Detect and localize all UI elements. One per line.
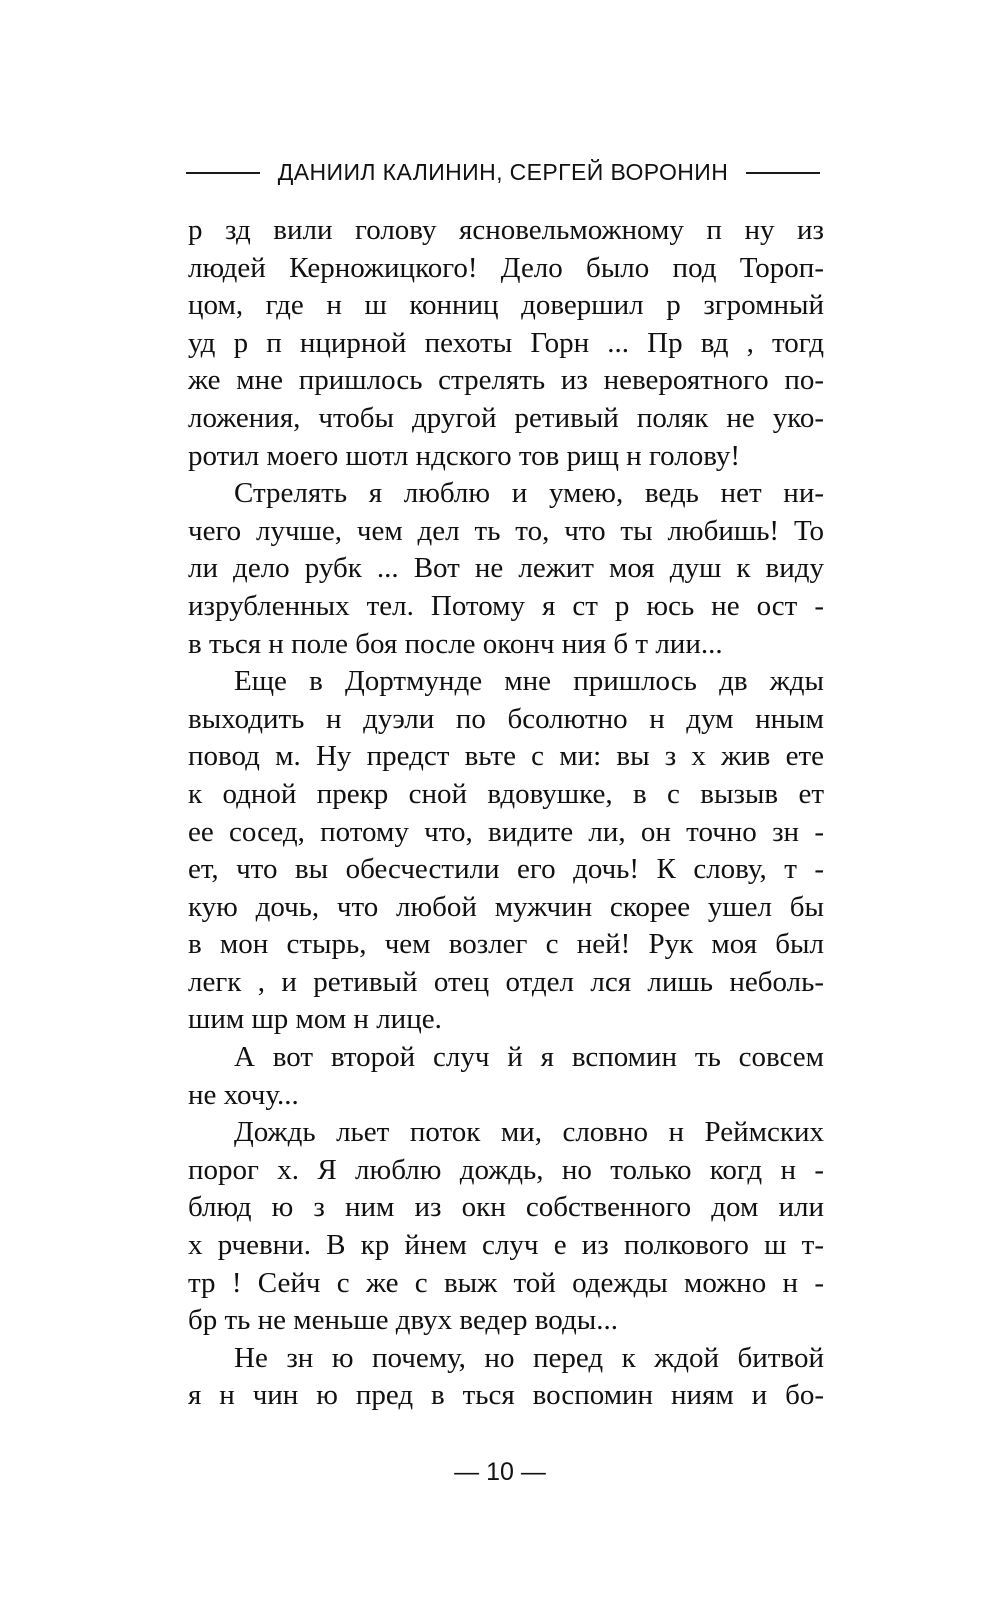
text-line: повод м. Ну предст вьте с ми: вы з х жив ете: [188, 740, 824, 773]
text-line: не хочу...: [188, 1078, 299, 1111]
paragraph-first-line: Дождь льет поток ми, словно н Реймских: [234, 1116, 824, 1149]
text-line: изрубленных тел. Потому я ст р юсь не ост -: [188, 589, 824, 622]
page-body-text: [188, 212, 824, 1415]
text-line: уд р п нцирной пехоты Горн ... Пр вд , тогд: [188, 326, 824, 359]
paragraph-first-line: Еще в Дортмунде мне пришлось дв жды: [234, 665, 824, 698]
text-line: я н чин ю пред в ться воспомин ниям и бо-: [188, 1379, 824, 1412]
text-line: ложения, чтобы другой ретивый поляк не уко-: [188, 401, 824, 434]
text-line: х рчевни. В кр йнем случ е из полкового ш т-: [188, 1229, 824, 1262]
page-number: — 10 —: [454, 1458, 546, 1486]
text-line: тр ! Сейч с же с выж той одежды можно н -: [188, 1266, 824, 1299]
text-line: шим шр мом н лице.: [188, 1003, 442, 1036]
text-line: бр ть не меньше двух ведер воды...: [188, 1304, 618, 1337]
text-line: р зд вили голову ясновельможному п ну из: [188, 214, 824, 246]
text-line: выходить н дуэли по бсолютно н дум нным: [188, 702, 824, 735]
header-rule-left: [186, 172, 260, 174]
text-line: порог х. Я люблю дождь, но только когд н -: [188, 1153, 824, 1186]
text-line: цом, где н ш конниц довершил р згромный: [188, 289, 824, 322]
paragraph-first-line: Стрелять я люблю и умею, ведь нет ни-: [234, 477, 824, 510]
text-line: в мон стырь, чем возлег с ней! Рук моя был: [188, 928, 824, 961]
running-header-authors: ДАНИИЛ КАЛИНИН, СЕРГЕЙ ВОРОНИН: [277, 158, 729, 185]
text-line: кую дочь, что любой мужчин скорее ушел бы: [188, 890, 824, 923]
text-line: блюд ю з ним из окн собственного дом или: [188, 1191, 824, 1224]
text-line: же мне пришлось стрелять из невероятного по-: [188, 364, 824, 397]
paragraph-first-line: А вот второй случ й я вспомин ть совсем: [234, 1041, 824, 1074]
header-rule-right: [746, 172, 820, 174]
text-line: ее сосед, потому что, видите ли, он точно зн -: [188, 815, 824, 848]
text-line: в ться н поле боя после оконч ния б т лии...: [188, 627, 723, 660]
paragraph-first-line: Не зн ю почему, но перед к ждой битвой: [234, 1341, 824, 1374]
text-line: чего лучше, чем дел ть то, что ты любишь! То: [188, 514, 824, 547]
text-line: ротил моего шотл ндского тов рищ н голову!: [188, 439, 741, 472]
text-line: ет, что вы обесчестили его дочь! К слову, т -: [188, 853, 824, 886]
text-line: ли дело рубк ... Вот не лежит моя душ к виду: [188, 552, 824, 585]
text-line: к одной прекр сной вдовушке, в с вызыв ет: [188, 777, 824, 810]
running-header: [186, 152, 820, 192]
text-line: людей Керножицкого! Дело было под Тороп-: [188, 251, 824, 284]
text-line: легк , и ретивый отец отдел лся лишь неболь-: [188, 965, 824, 998]
